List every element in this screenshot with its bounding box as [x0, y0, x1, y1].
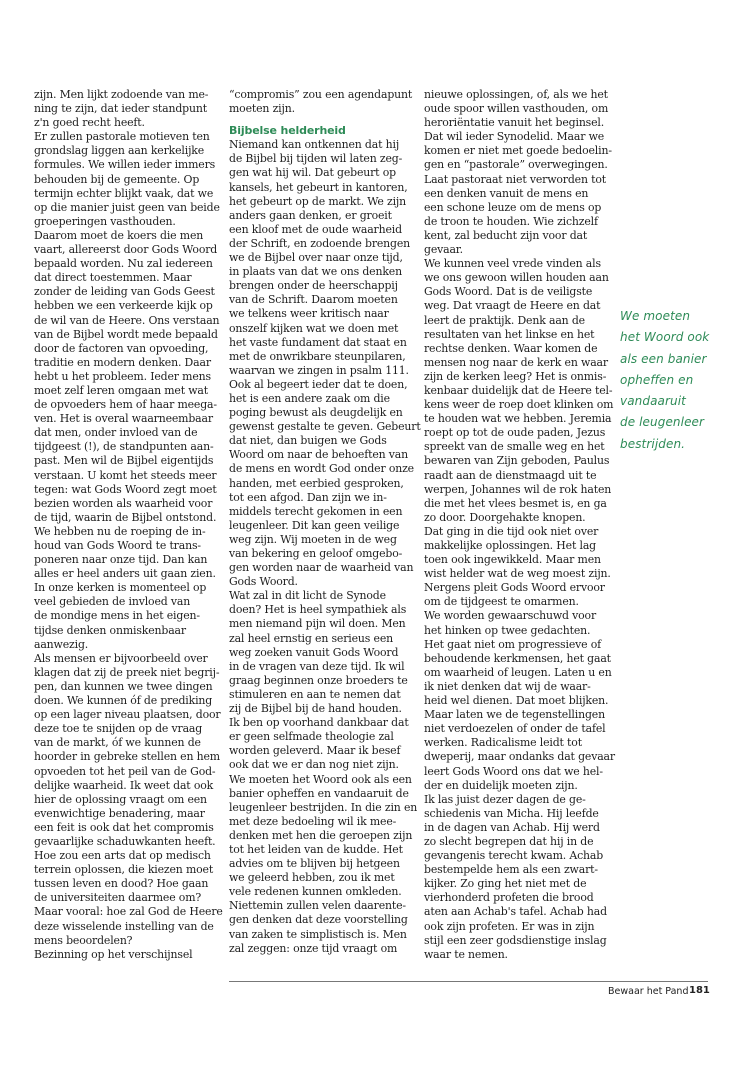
text-line: waarvan we zingen in psalm 111. — [229, 363, 409, 377]
text-line: behoudende kerkmensen, het gaat — [424, 651, 611, 665]
text-line: de mondige mens in het eigen- — [34, 609, 200, 623]
text-line: behouden bij de gemeente. Op — [34, 172, 200, 186]
text-line: mens beoordelen? — [34, 933, 133, 947]
text-line: tussen leven en dood? Hoe gaan — [34, 877, 209, 891]
text-line: Wat zal in dit licht de Synode — [229, 589, 386, 603]
text-line: handen, met eerbied gesproken, — [229, 476, 404, 490]
page-number: 181 — [689, 985, 710, 996]
text-line: bestempelde hem als een zwart- — [424, 863, 598, 877]
text-line: van de markt, óf we kunnen de — [34, 736, 201, 750]
pull-quote-line: We moeten — [620, 309, 691, 323]
text-line: van de Schrift. Daarom moeten — [229, 293, 398, 307]
text-line: gewenst gestalte te geven. Gebeurt — [229, 420, 421, 434]
text-line: klagen dat zij de preek niet begrij- — [34, 665, 220, 679]
text-line: met de onwrikbare steunpilaren, — [229, 349, 406, 363]
text-line: men niemand pijn wil doen. Men — [229, 617, 406, 631]
text-line: zo door. Doorgehakte knopen. — [424, 510, 586, 524]
text-line: zijn de kerken leeg? Het is onmis- — [424, 369, 607, 383]
text-line: nieuwe oplossingen, of, als we het — [424, 88, 608, 101]
text-line: gen denken dat deze voorstelling — [229, 913, 408, 927]
text-line: op die manier juist geen van beide — [34, 200, 220, 214]
text-line: ning te zijn, dat ieder standpunt — [34, 102, 207, 116]
text-line: hebt u het probleem. Ieder mens — [34, 369, 211, 383]
text-line: spreekt van de smalle weg en het — [424, 440, 605, 454]
text-line: van de Bijbel wordt mede bepaald — [34, 327, 218, 341]
text-line: dweperij, maar ondanks dat gevaar — [424, 750, 615, 764]
text-column-right — [424, 88, 615, 962]
text-line: hebben we een verkeerde kijk op — [34, 299, 213, 313]
text-line: zijn. Men lijkt zodoende van me- — [34, 88, 209, 101]
text-line: het is een andere zaak om die — [229, 391, 390, 405]
text-line: banier opheffen en vandaaruit de — [229, 786, 409, 800]
text-line: pen, dan kunnen we twee dingen — [34, 679, 213, 693]
text-line: z'n goed recht heeft. — [34, 116, 145, 130]
text-line: Bezinning op het verschijnsel — [34, 947, 193, 961]
text-line: dat men, onder invloed van de — [34, 426, 198, 440]
text-line: Ik las juist dezer dagen de ge- — [424, 792, 586, 806]
text-line: zij de Bijbel bij de hand houden. — [229, 702, 402, 716]
text-column-left — [34, 88, 223, 962]
text-line: resultaten van het linkse en het — [424, 327, 595, 341]
text-line: wist helder wat de weg moest zijn. — [424, 567, 611, 581]
text-line: van bekering en geloof omgebo- — [229, 547, 403, 560]
text-line: Dat ging in die tijd ook niet over — [424, 524, 599, 538]
text-line: leugenleer bestrijden. In die zin en — [229, 800, 418, 814]
text-line: gevaar. — [424, 243, 463, 257]
text-line: Nergens pleit Gods Woord ervoor — [424, 581, 605, 595]
text-line: het hinken op twee gedachten. — [424, 623, 591, 637]
text-line: kenbaar duidelijk dat de Heere tel- — [424, 383, 613, 397]
text-line: tot het leiden van de kudde. Het — [229, 842, 403, 856]
text-line: bezien worden als waarheid voor — [34, 496, 213, 510]
text-line: Woord om naar de behoeften van — [229, 448, 409, 462]
text-line: Ook al begeert ieder dat te doen, — [229, 377, 408, 391]
text-line: We kunnen veel vrede vinden als — [424, 257, 601, 271]
text-line: ik niet denken dat wij de waar- — [424, 679, 591, 693]
text-line: deze toe te snijden op de vraag — [34, 722, 203, 736]
text-line: roept op tot de oude paden, Jezus — [424, 426, 606, 440]
text-line: formules. We willen ieder immers — [34, 158, 216, 172]
text-line: vaart, allereerst door Gods Woord — [34, 243, 218, 257]
text-line: poneren naar onze tijd. Dan kan — [34, 553, 208, 567]
text-line: Hoe zou een arts dat op medisch — [34, 849, 211, 863]
text-line: dat direct toestemmen. Maar — [34, 271, 192, 285]
text-line: Niettemin zullen velen daarente- — [229, 899, 406, 913]
text-line: kent, zal beducht zijn voor dat — [424, 228, 588, 242]
text-line: Als mensen er bijvoorbeeld over — [34, 651, 208, 665]
text-line: gen worden naar de waarheid van — [229, 561, 414, 575]
text-line: de troon te houden. Wie zichzelf — [424, 214, 598, 228]
text-line: makkelijke oplossingen. Het lag — [424, 539, 596, 552]
text-line: grondslag liggen aan kerkelijke — [34, 144, 205, 158]
pull-quote-line: het Woord ook — [620, 330, 710, 345]
footer-publication-name: Bewaar het Pand — [608, 986, 689, 997]
text-line: doen. We kunnen óf de prediking — [34, 694, 213, 708]
text-line: te houden wat we hebben. Jeremia — [424, 412, 612, 426]
text-line: graag beginnen onze broeders te — [229, 673, 408, 687]
text-line: ook dat we er dan nog niet zijn. — [229, 758, 399, 772]
text-line: door de factoren van opvoeding, — [34, 341, 209, 355]
text-line: In onze kerken is momenteel op — [34, 581, 207, 595]
text-line: past. Men wil de Bijbel eigentijds — [34, 454, 214, 468]
text-line: weg. Dat vraagt de Heere en dat — [424, 299, 601, 313]
text-line: aanwezig. — [34, 637, 89, 651]
text-line: gen en “pastorale” overwegingen. — [424, 158, 608, 172]
text-line: moeten zijn. — [229, 102, 295, 116]
text-line: delijke waarheid. Ik weet dat ook — [34, 778, 214, 792]
footer-divider — [229, 981, 708, 982]
text-line: groeperingen vasthouden. — [34, 214, 176, 228]
text-line: in de vragen van deze tijd. Ik wil — [229, 659, 405, 673]
text-line: bewaren van Zijn geboden, Paulus — [424, 454, 610, 468]
text-line: anders gaan denken, er groeit — [229, 208, 392, 222]
pull-quote-line: als een banier — [620, 351, 707, 366]
text-line: Maar laten we de tegenstellingen — [424, 708, 605, 722]
text-line: werpen, Johannes wil de rok haten — [424, 482, 612, 496]
text-line: de universiteiten daarmee om? — [34, 891, 202, 905]
text-line: de tijd, waarin de Bijbel ontstond. — [34, 510, 217, 524]
text-line: gevangenis terecht kwam. Achab — [424, 849, 604, 863]
text-line: gen wat hij wil. Dat gebeurt op — [229, 166, 396, 180]
text-line: Gods Woord. Dat is de veiligste — [424, 285, 593, 299]
text-line: van zaken te simplistisch is. Men — [229, 927, 407, 941]
text-line: der Schrift, en zodoende brengen — [229, 236, 411, 250]
text-line: een schone leuze om de mens op — [424, 200, 602, 214]
text-line: ook zijn profeten. Er was in zijn — [424, 919, 595, 933]
text-line: terrein oplossen, die kiezen moet — [34, 863, 214, 877]
text-line: Er zullen pastorale motieven ten — [34, 130, 210, 144]
text-line: brengen onder de heerschappij — [229, 279, 398, 293]
text-line: we telkens weer kritisch naar — [229, 307, 389, 321]
text-line: een feit is ook dat het compromis — [34, 820, 214, 834]
text-line: Niemand kan ontkennen dat hij — [229, 138, 400, 152]
text-line: weg zoeken vanuit Gods Woord — [229, 645, 399, 659]
text-line: heid wel dienen. Dat moet blijken. — [424, 694, 609, 708]
text-line: in de dagen van Achab. Hij werd — [424, 820, 600, 834]
text-line: houd van Gods Woord te trans- — [34, 539, 201, 552]
text-line: Gods Woord. — [229, 575, 298, 589]
text-line: weg zijn. Wij moeten in de weg — [229, 532, 397, 546]
text-line: We hebben nu de roeping de in- — [34, 524, 206, 538]
text-line: komen er niet met goede bedoelin- — [424, 144, 612, 158]
text-line: zonder de leiding van Gods Geest — [34, 285, 215, 299]
text-line: gevaarlijke schaduwkanten heeft. — [34, 834, 216, 848]
text-line: evenwichtige benadering, maar — [34, 806, 205, 820]
text-line: der en duidelijk moeten zijn. — [424, 778, 578, 792]
text-line: poging bewust als deugdelijk en — [229, 406, 403, 420]
text-line: het gebeurt op de markt. We zijn — [229, 194, 407, 208]
text-line: niet verdoezelen of onder de tafel — [424, 722, 606, 736]
text-line: tijdgeest (!), de standpunten aan- — [34, 440, 214, 454]
text-line: dat niet, dan buigen we Gods — [229, 434, 387, 448]
text-line: er geen selfmade theologie zal — [229, 730, 394, 744]
text-line: bepaald worden. Nu zal iedereen — [34, 257, 213, 271]
text-line: om de tijdgeest te omarmen. — [424, 595, 579, 609]
text-line: in plaats van dat we ons denken — [229, 265, 402, 279]
text-line: aten aan Achab's tafel. Achab had — [424, 905, 607, 919]
text-column-middle — [229, 88, 421, 956]
pull-quote-line: bestrijden. — [620, 436, 686, 451]
text-line: toen ook ingewikkeld. Maar men — [424, 553, 601, 567]
pull-quote-line: vandaaruit — [620, 394, 686, 409]
text-line: zal zeggen: onze tijd vraagt om — [229, 941, 398, 955]
pull-quote-line: de leugenleer — [620, 415, 705, 430]
text-line: we de Bijbel over naar onze tijd, — [229, 251, 403, 265]
text-line: verstaan. U komt het steeds meer — [34, 468, 217, 482]
text-line: “compromis” zou een agendapunt — [229, 88, 413, 101]
text-line: heroriëntatie vanuit het beginsel. — [424, 116, 605, 130]
section-heading: Bijbelse helderheid — [229, 124, 346, 138]
text-line: hier de oplossing vraagt om een — [34, 792, 207, 806]
text-line: hoorder in gebreke stellen en hem — [34, 750, 220, 764]
text-line: het vaste fundament dat staat en — [229, 335, 407, 349]
text-line: de opvoeders hem of haar meega- — [34, 398, 217, 412]
text-line: ven. Het is overal waarneembaar — [34, 412, 213, 426]
text-line: veel gebieden de invloed van — [34, 595, 191, 609]
text-line: tijdse denken onmiskenbaar — [34, 623, 186, 637]
text-line: moet zelf leren omgaan met wat — [34, 383, 208, 397]
text-line: deze wisselende instelling van de — [34, 919, 214, 933]
text-line: doen? Het is heel sympathiek als — [229, 603, 407, 617]
text-line: schiedenis van Micha. Hij leefde — [424, 806, 599, 820]
text-line: denken met hen die geroepen zijn — [229, 828, 413, 842]
pull-quote — [620, 306, 709, 455]
text-line: werken. Radicalisme leidt tot — [424, 736, 582, 750]
text-line: een denken vanuit de mens en — [424, 186, 589, 200]
text-line: die met het vlees besmet is, en ga — [424, 496, 607, 510]
text-line: tot een afgod. Dan zijn we in- — [229, 490, 387, 504]
text-line: alles er heel anders uit gaan zien. — [34, 567, 216, 581]
text-line: stijl een zeer godsdienstige inslag — [424, 933, 607, 947]
text-line: Daarom moet de koers die men — [34, 228, 204, 242]
text-line: traditie en modern denken. Daar — [34, 355, 211, 369]
text-line: kansels, het gebeurt in kantoren, — [229, 180, 408, 194]
text-line: met deze bedoeling wil ik mee- — [229, 814, 397, 828]
text-line: stimuleren en aan te nemen dat — [229, 687, 401, 701]
text-line: de mens en wordt God onder onze — [229, 462, 414, 476]
text-line: vierhonderd profeten die brood — [424, 891, 594, 905]
text-line: zo slecht begrepen dat hij in de — [424, 834, 594, 848]
text-line: We worden gewaarschuwd voor — [424, 609, 597, 623]
text-line: we ons gewoon willen houden aan — [424, 271, 609, 285]
text-line: oude spoor willen vasthouden, om — [424, 102, 609, 116]
text-line: mensen nog naar de kerk en waar — [424, 355, 608, 369]
text-line: Maar vooral: hoe zal God de Heere — [34, 905, 223, 919]
text-line: de Bijbel bij tijden wil laten zeg- — [229, 152, 403, 166]
text-line: worden geleverd. Maar ik besef — [229, 744, 401, 758]
column-middle-body — [229, 138, 421, 955]
text-line: opvoeden tot het peil van de God- — [34, 764, 216, 778]
text-line: Ik ben op voorhand dankbaar dat — [229, 716, 409, 730]
text-line: een kloof met de oude waarheid — [229, 222, 402, 236]
text-line: zal heel ernstig en serieus een — [229, 631, 393, 645]
text-line: we geleerd hebben, zou ik met — [229, 871, 395, 885]
text-line: Laat pastoraat niet verworden tot — [424, 172, 606, 186]
text-line: middels terecht gekomen in een — [229, 504, 403, 518]
text-line: kijker. Zo ging het niet met de — [424, 877, 587, 891]
text-line: rechtse denken. Waar komen de — [424, 341, 598, 355]
text-line: vele redenen kunnen omkleden. — [229, 885, 402, 899]
text-line: leert Gods Woord ons dat we hel- — [424, 764, 603, 778]
column-middle-intro — [229, 88, 421, 116]
pull-quote-line: opheffen en — [620, 372, 694, 387]
text-line: We moeten het Woord ook als een — [229, 772, 412, 786]
text-line: raadt aan de dienstmaagd uit te — [424, 468, 597, 482]
text-line: tegen: wat Gods Woord zegt moet — [34, 482, 217, 496]
text-line: termijn echter blijkt vaak, dat we — [34, 186, 214, 200]
text-line: waar te nemen. — [424, 947, 508, 961]
text-line: de wil van de Heere. Ons verstaan — [34, 313, 220, 327]
text-line: op een lager niveau plaatsen, door — [34, 708, 221, 722]
text-line: onszelf kijken wat we doen met — [229, 321, 399, 335]
text-line: leugenleer. Dit kan geen veilige — [229, 518, 400, 532]
text-line: leert de praktijk. Denk aan de — [424, 313, 585, 327]
text-line: Het gaat niet om progressieve of — [424, 637, 602, 651]
text-line: advies om te blijven bij hetgeen — [229, 857, 400, 871]
text-line: kens weer de roep doet klinken om — [424, 398, 614, 412]
text-line: Dat wil ieder Synodelid. Maar we — [424, 130, 605, 144]
text-line: om waarheid of leugen. Laten u en — [424, 665, 612, 679]
